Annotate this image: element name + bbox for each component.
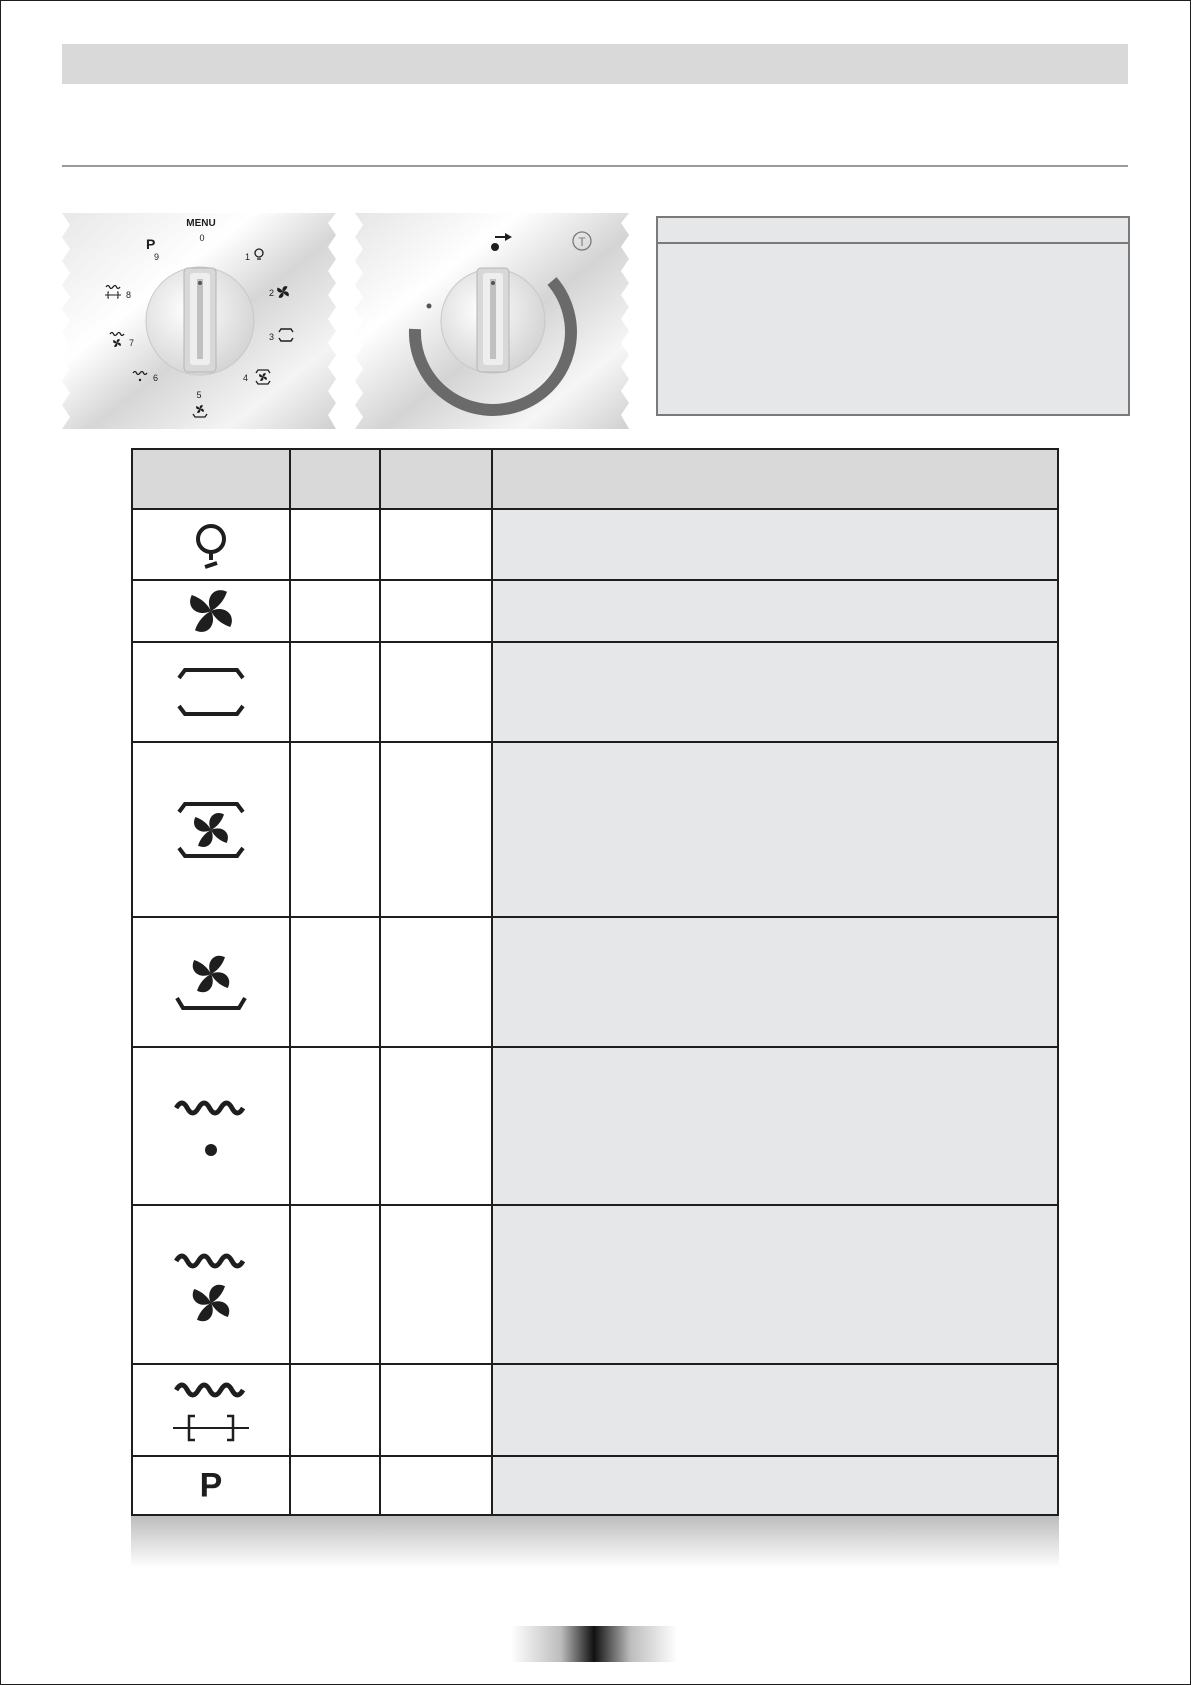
table-cell bbox=[291, 1206, 381, 1363]
table-cell bbox=[291, 918, 381, 1046]
table-cell bbox=[381, 1206, 493, 1363]
function-knob-panel bbox=[62, 213, 336, 429]
table-cell bbox=[291, 1048, 381, 1204]
table-cell bbox=[291, 643, 381, 741]
table-row bbox=[133, 918, 1057, 1048]
position-9-label: 9 bbox=[154, 252, 160, 262]
table-cell-description bbox=[493, 510, 1057, 579]
table-cell-symbol bbox=[133, 1457, 291, 1514]
table-cell bbox=[381, 581, 493, 641]
table-cell bbox=[381, 918, 493, 1046]
table-header-cell bbox=[291, 450, 381, 508]
header-divider bbox=[62, 165, 1128, 167]
note-box bbox=[656, 216, 1130, 416]
menu-label: MENU bbox=[186, 218, 216, 229]
table-cell bbox=[291, 1365, 381, 1455]
table-row bbox=[133, 1048, 1057, 1206]
position-0-label: 0 bbox=[199, 233, 205, 243]
grill-fan-icon bbox=[169, 1243, 253, 1327]
table-cell bbox=[381, 1365, 493, 1455]
table-shadow bbox=[131, 1516, 1059, 1568]
table-row bbox=[133, 510, 1057, 581]
table-header-cell bbox=[493, 450, 1057, 508]
table-header-cell bbox=[381, 450, 493, 508]
table-cell-symbol bbox=[133, 918, 291, 1046]
position-2-label: 2 bbox=[269, 288, 275, 298]
table-cell-symbol bbox=[133, 643, 291, 741]
grill-rotisserie-icon bbox=[169, 1373, 253, 1447]
table-row bbox=[133, 581, 1057, 643]
table-row bbox=[133, 1206, 1057, 1365]
table-cell-symbol bbox=[133, 1206, 291, 1363]
top-bottom-heat-icon bbox=[174, 661, 248, 723]
table-cell bbox=[381, 643, 493, 741]
table-row bbox=[133, 743, 1057, 918]
position-6-label: 6 bbox=[153, 373, 159, 383]
position-1-label: 1 bbox=[245, 252, 251, 262]
table-cell bbox=[381, 510, 493, 579]
table-row bbox=[133, 643, 1057, 743]
table-cell bbox=[291, 510, 381, 579]
table-row bbox=[133, 1457, 1057, 1514]
program-letter: P bbox=[146, 236, 156, 252]
table-cell-symbol bbox=[133, 581, 291, 641]
timer-symbol: T bbox=[578, 235, 586, 249]
fan-bottom-heat-icon bbox=[174, 949, 248, 1015]
table-cell bbox=[291, 581, 381, 641]
table-cell-description bbox=[493, 643, 1057, 741]
table-header-cell bbox=[133, 450, 291, 508]
page-number-tab bbox=[511, 1626, 677, 1662]
position-5-label: 5 bbox=[196, 390, 202, 400]
position-7-label: 7 bbox=[129, 338, 135, 348]
table-cell-symbol bbox=[133, 510, 291, 579]
position-3-label: 3 bbox=[269, 332, 275, 342]
table-cell-symbol bbox=[133, 743, 291, 916]
table-cell-description bbox=[493, 1457, 1057, 1514]
table-cell-description bbox=[493, 1365, 1057, 1455]
header-bar bbox=[62, 44, 1128, 84]
program-icon: P bbox=[199, 1466, 223, 1504]
fan-icon bbox=[187, 587, 235, 635]
table-cell-description bbox=[493, 918, 1057, 1046]
position-4-label: 4 bbox=[243, 373, 249, 383]
note-box-header bbox=[658, 218, 1128, 244]
table-header-row bbox=[133, 450, 1057, 510]
table-cell-symbol bbox=[133, 1048, 291, 1204]
table-cell bbox=[381, 743, 493, 916]
grill-icon bbox=[169, 1088, 253, 1164]
timer-knob-panel bbox=[355, 213, 629, 429]
table-cell-description bbox=[493, 1048, 1057, 1204]
table-cell-symbol bbox=[133, 1365, 291, 1455]
table-cell-description bbox=[493, 581, 1057, 641]
table-cell bbox=[381, 1457, 493, 1514]
position-8-label: 8 bbox=[126, 290, 132, 300]
table-cell bbox=[381, 1048, 493, 1204]
table-cell-description bbox=[493, 1206, 1057, 1363]
function-table bbox=[131, 448, 1059, 1516]
table-cell bbox=[291, 1457, 381, 1514]
fan-top-bottom-heat-icon bbox=[174, 797, 248, 863]
table-cell bbox=[291, 743, 381, 916]
lamp-icon bbox=[191, 518, 231, 572]
table-cell-description bbox=[493, 743, 1057, 916]
table-row bbox=[133, 1365, 1057, 1457]
